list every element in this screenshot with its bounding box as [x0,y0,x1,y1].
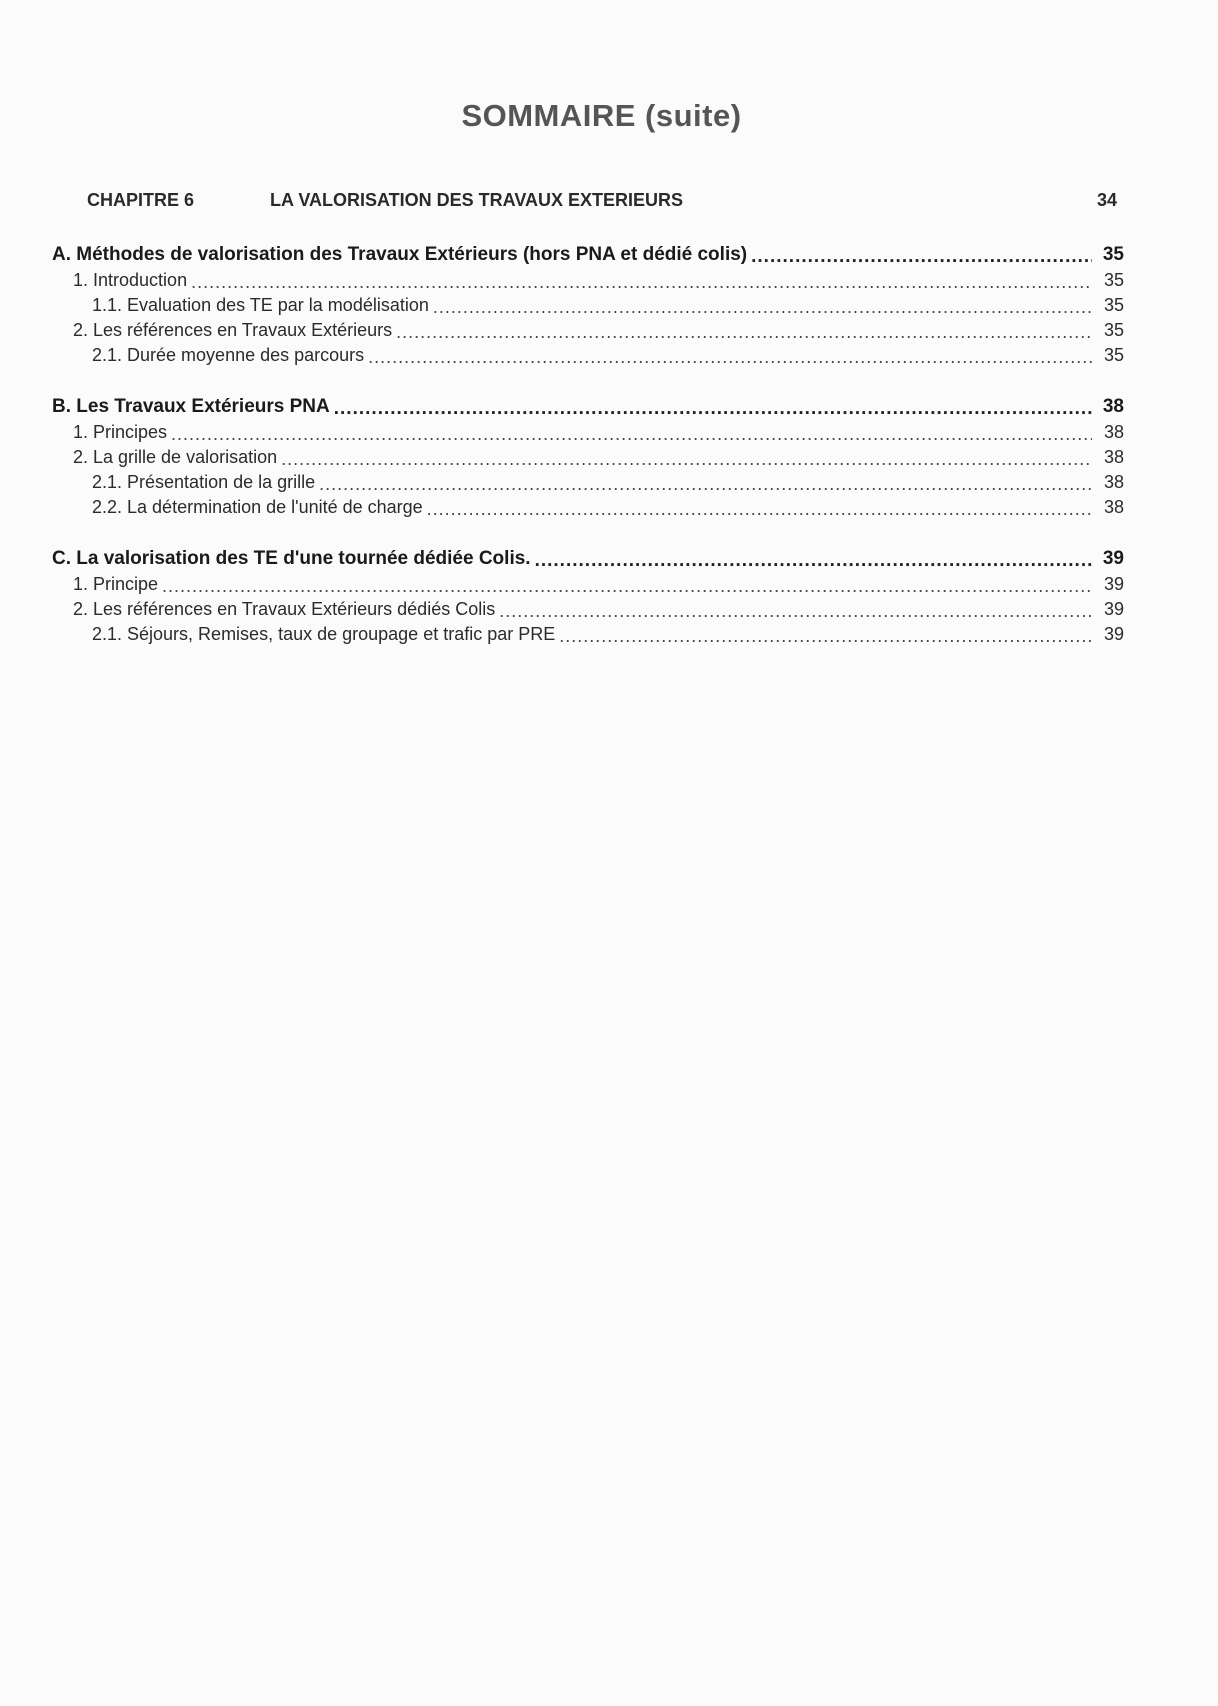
toc-entry-label: 2. Les références en Travaux Extérieurs [73,320,393,340]
section-heading-label: A. Méthodes de valorisation des Travaux Extérieurs (hors PNA et dédié colis) [52,244,748,265]
section-page-number: 39 [1102,548,1124,569]
toc-entry-page: 38 [1103,447,1124,467]
section-page-number: 38 [1102,396,1124,417]
toc-entry-page: 35 [1103,295,1124,315]
toc-section-heading [52,545,1124,570]
toc-entry [52,570,1124,595]
dot-leader [751,248,1092,266]
toc-entry [52,493,1124,518]
dot-leader [368,348,1092,366]
toc-entry-label: 1.1. Evaluation des TE par la modélisation [92,295,429,315]
toc-entry-label: 2.1. Durée moyenne des parcours [92,345,365,365]
toc-entry [52,291,1124,316]
dot-leader [191,273,1092,291]
section-heading-label: B. Les Travaux Extérieurs PNA [52,396,330,417]
dot-leader [427,500,1092,518]
toc-entry-page: 38 [1103,497,1124,517]
toc-entry-label: 1. Principes [73,422,168,442]
toc-section-c [52,545,1124,645]
toc-entry-label: 2.1. Présentation de la grille [92,472,316,492]
dot-leader [535,552,1092,570]
toc-entry-page: 35 [1103,270,1124,290]
dot-leader [334,400,1092,418]
toc-entry-label: 1. Introduction [73,270,188,290]
dot-leader [162,577,1092,595]
dot-leader [171,425,1092,443]
toc-entry-page: 38 [1103,422,1124,442]
toc-entry-page: 39 [1103,574,1124,594]
toc-entry-label: 2.2. La détermination de l'unité de charge [92,497,423,517]
toc-entry-label: 2. Les références en Travaux Extérieurs dédiés Colis [73,599,496,619]
dot-leader [396,323,1092,341]
chapter-title: LA VALORISATION DES TRAVAUX EXTERIEURS [270,190,684,210]
page-title: SOMMAIRE (suite) [461,98,742,133]
dot-leader [499,602,1092,620]
toc-entry-label: 2.1. Séjours, Remises, taux de groupage et trafic par PRE [92,624,556,644]
toc-entry-page: 39 [1103,624,1124,644]
toc-entry-label: 1. Principe [73,574,159,594]
toc-entry [52,595,1124,620]
toc-entry [52,341,1124,366]
toc-section-heading [52,393,1124,418]
toc-entry-page: 38 [1103,472,1124,492]
section-page-number: 35 [1102,244,1124,265]
toc-entry-label: 2. La grille de valorisation [73,447,278,467]
toc-entry [52,468,1124,493]
chapter-page-number: 34 [1096,190,1117,210]
toc-entry [52,266,1124,291]
chapter-label: CHAPITRE 6 [87,190,195,210]
toc-entry-page: 35 [1103,345,1124,365]
toc-entry [52,620,1124,645]
section-heading-label: C. La valorisation des TE d'une tournée dédiée Colis. [52,548,531,569]
toc-section-a [52,241,1124,366]
toc-entry [52,418,1124,443]
dot-leader [319,475,1092,493]
dot-leader [433,298,1092,316]
toc-entry-page: 35 [1103,320,1124,340]
dot-leader [281,450,1092,468]
dot-leader [559,627,1092,645]
toc-entry [52,443,1124,468]
toc-entry [52,316,1124,341]
toc-entry-page: 39 [1103,599,1124,619]
chapter-heading [87,190,1117,216]
toc-section-b [52,393,1124,518]
toc-section-heading [52,241,1124,266]
